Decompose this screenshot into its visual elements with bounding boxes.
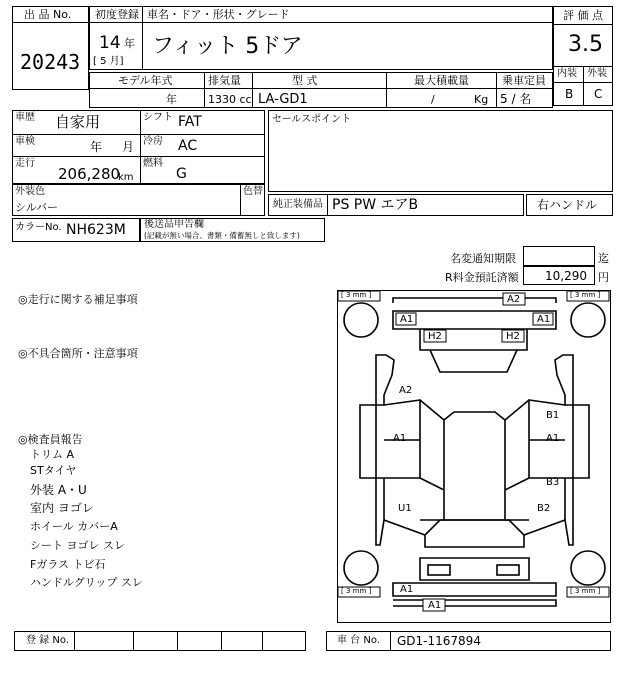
- chassis-label: 車 台 No.: [337, 635, 380, 646]
- inspector-item: トリム A: [30, 448, 75, 461]
- chassis-no: GD1-1167894: [397, 634, 481, 648]
- mileage-unit: km: [118, 172, 134, 183]
- ac-label: 冷房: [143, 136, 163, 147]
- damage-mark: A1: [400, 584, 414, 595]
- reg-no-label: 登 録 No.: [26, 635, 69, 646]
- fuel-label: 燃料: [143, 158, 163, 169]
- damage-mark: U1: [398, 503, 412, 514]
- rear-window: [425, 520, 524, 547]
- tire-depth-front-right: [ 3 mm ]: [570, 291, 601, 299]
- tire-depth-rear-right: [ 3 mm ]: [570, 587, 601, 595]
- inspector-item: ホイール カバーA: [30, 520, 118, 533]
- tire-depth-rear-left: [ 3 mm ]: [341, 587, 372, 595]
- damage-mark: A1: [393, 433, 407, 444]
- damage-mark: A2: [399, 385, 413, 396]
- tire-rear-right: [571, 551, 605, 585]
- hood: [393, 311, 556, 329]
- color-no-value: NH623M: [66, 222, 126, 238]
- model-year-label: モデル年式: [118, 74, 173, 87]
- mileage-label: 走行: [15, 158, 35, 169]
- tire-front-left: [344, 303, 378, 337]
- shift-value: FAT: [178, 114, 202, 130]
- capacity-label: 乗車定員: [502, 74, 546, 87]
- car-name-label: 車名・ドア・形状・グレード: [147, 8, 290, 21]
- max-load-sep: /: [431, 93, 435, 106]
- left-side-body: [360, 355, 394, 545]
- damage-mark: A1: [400, 314, 414, 325]
- damage-mark: A1: [537, 314, 551, 325]
- defects-label: ◎不具合箇所・注意事項: [18, 347, 138, 360]
- name-change-label: 名変通知期限: [450, 252, 516, 265]
- driving-notes-label: ◎走行に関する補足事項: [18, 293, 138, 306]
- steering-value: 右ハンドル: [537, 198, 598, 212]
- displacement-label: 排気量: [208, 74, 241, 87]
- first-reg-label: 初度登録: [95, 8, 139, 21]
- recycle-label: R料金預託済額: [445, 271, 519, 284]
- tire-rear-left: [344, 551, 378, 585]
- mileage-value: 206,280: [58, 165, 121, 183]
- inspector-item: ハンドルグリップ スレ: [30, 576, 143, 589]
- damage-mark: A1: [428, 600, 442, 611]
- max-load-label: 最大積載量: [414, 74, 469, 87]
- interior-grade: B: [565, 87, 574, 101]
- damage-mark: A2: [507, 294, 521, 305]
- front-windshield: [430, 350, 517, 372]
- tire-depth-front-left: [ 3 mm ]: [341, 291, 372, 299]
- inspector-label: ◎検査員報告: [18, 433, 83, 446]
- first-reg-year: 14: [99, 33, 121, 53]
- color-change-label: 色替: [243, 186, 263, 197]
- inspector-item: 室内 ヨゴレ: [30, 501, 94, 515]
- color-no-label: カラーNo.: [15, 222, 62, 233]
- ac-value: AC: [178, 138, 198, 154]
- recycle-unit: 円: [598, 271, 609, 284]
- aftermarket-note: (記載が無い場合、書類・備蓄無しと致します): [144, 231, 300, 240]
- ext-color-label: 外装色: [15, 186, 45, 197]
- tire-front-right: [571, 303, 605, 337]
- car-name: フィット 5ドア: [152, 34, 303, 59]
- name-change-unit: 迄: [598, 252, 609, 265]
- rear-hatch: [420, 558, 529, 580]
- exterior-grade: C: [594, 87, 603, 101]
- damage-mark: A1: [546, 433, 560, 444]
- exterior-label: 外装: [587, 68, 607, 79]
- damage-mark: B1: [546, 410, 560, 421]
- rating-label: 評 価 点: [563, 9, 603, 22]
- inspector-item: 外装 A・U: [30, 483, 87, 497]
- inspection-label: 車検: [15, 136, 35, 147]
- displacement-value: 1330 cc: [208, 93, 252, 106]
- rear-bumper: [393, 583, 556, 596]
- equipment-value: PS PW エアB: [332, 197, 419, 213]
- damage-mark: B3: [546, 477, 560, 488]
- inspector-item: Fガラス トビ石: [30, 558, 106, 571]
- fuel-value: G: [176, 166, 187, 182]
- shift-label: シフト: [143, 112, 173, 123]
- history-label: 車歴: [15, 112, 35, 123]
- first-reg-year-unit: 年: [124, 37, 135, 50]
- damage-mark: B2: [537, 503, 551, 514]
- inspector-item: シート ヨゴレ スレ: [30, 539, 125, 552]
- recycle-value: 10,290: [545, 269, 587, 283]
- model-code: LA-GD1: [258, 92, 308, 107]
- inspector-item: STタイヤ: [30, 464, 77, 477]
- history-value: 自家用: [55, 113, 101, 131]
- interior-label: 内装: [557, 68, 577, 79]
- capacity-value: 5 / 名: [500, 92, 532, 106]
- model-label: 型 式: [292, 74, 318, 87]
- lot-no-label: 出 品 No.: [24, 8, 72, 21]
- aftermarket-label: 後送品申告欄: [144, 219, 204, 230]
- sales-points-label: セールスポイント: [272, 114, 352, 125]
- first-reg-month: [ 5 月]: [93, 56, 124, 67]
- model-year-unit: 年: [166, 93, 177, 106]
- damage-mark: H2: [506, 331, 520, 342]
- right-side-body: [555, 355, 589, 545]
- rating-value: 3.5: [568, 32, 603, 57]
- inspection-year: 年: [90, 140, 103, 154]
- ext-color-value: シルバー: [15, 201, 58, 214]
- max-load-unit: Kg: [474, 93, 489, 106]
- damage-mark: H2: [428, 331, 442, 342]
- roof: [444, 412, 505, 520]
- equipment-label: 純正装備品: [273, 199, 323, 210]
- front-bumper: [393, 298, 556, 303]
- inspection-month: 月: [122, 140, 135, 154]
- lot-no: 20243: [20, 50, 81, 74]
